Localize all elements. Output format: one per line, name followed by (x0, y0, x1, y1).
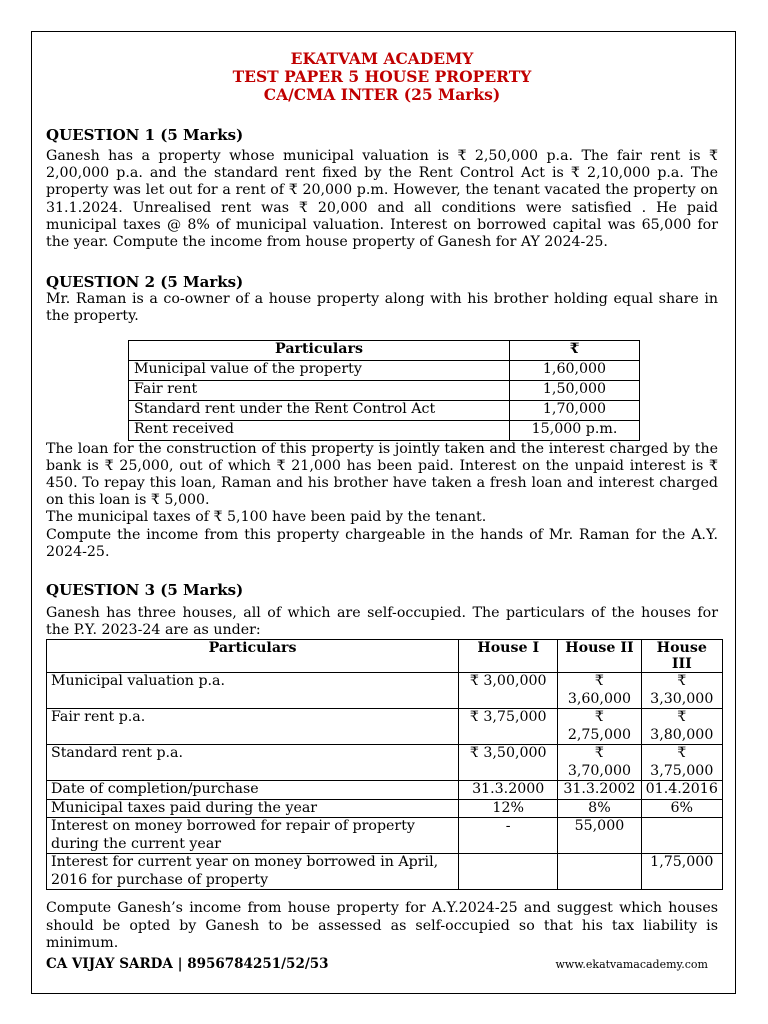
table-cell: 1,75,000 (641, 854, 722, 890)
table-cell: 15,000 p.m. (510, 420, 640, 440)
question-1-heading: QUESTION 1 (5 Marks) (46, 126, 244, 144)
table-cell: Fair rent p.a. (47, 709, 459, 745)
question-2-compute-text: Compute the income from this property chargeable in the hands of Mr. Raman for the A.Y. 2024-25. (46, 526, 718, 560)
table-cell: Standard rent under the Rent Control Act (129, 400, 510, 420)
table-header-row (47, 640, 723, 673)
table-row (47, 709, 723, 745)
question-2-table (128, 340, 640, 441)
table-cell: ₹ 3,70,000 (558, 745, 641, 781)
question-3-intro: Ganesh has three houses, all of which are self-occupied. The particulars of the houses for the P.Y. 2023-24 are as under: (46, 605, 718, 639)
table-cell: 31.3.2002 (558, 781, 641, 800)
table-row (47, 799, 723, 818)
table-cell: Municipal value of the property (129, 360, 510, 380)
table-cell: Municipal taxes paid during the year (47, 799, 459, 818)
author-name: CA VIJAY SARDA (46, 956, 173, 972)
table-cell: Fair rent (129, 380, 510, 400)
website-link[interactable]: www.ekatvamacademy.com (555, 958, 708, 971)
question-2-heading: QUESTION 2 (5 Marks) (46, 273, 244, 292)
table-row (47, 745, 723, 781)
question-2 (46, 273, 718, 561)
table-cell: ₹ 3,80,000 (641, 709, 722, 745)
table-cell: 1,60,000 (510, 360, 640, 380)
table-cell: ₹ 3,75,000 (459, 709, 558, 745)
table-row (129, 420, 640, 440)
table-row (47, 673, 723, 709)
column-header: House III (641, 640, 722, 673)
table-cell: Date of completion/purchase (47, 781, 459, 800)
paper-title: TEST PAPER 5 HOUSE PROPERTY (232, 67, 532, 86)
table-cell: Rent received (129, 420, 510, 440)
academy-name: EKATVAM ACADEMY (290, 49, 474, 68)
column-header: Particulars (47, 640, 459, 673)
table-row (47, 854, 723, 890)
table-row (47, 818, 723, 854)
phone-number: 8956784251/52/53 (187, 956, 329, 972)
table-header-row (129, 340, 640, 360)
table-cell: ₹ 3,00,000 (459, 673, 558, 709)
table-row (129, 380, 640, 400)
table-row (129, 360, 640, 380)
table-cell: ₹ 3,75,000 (641, 745, 722, 781)
table-cell: ₹ 3,50,000 (459, 745, 558, 781)
table-cell: 6% (641, 799, 722, 818)
question-1 (46, 126, 718, 251)
column-header: House I (459, 640, 558, 673)
table-cell: ₹ 3,30,000 (641, 673, 722, 709)
table-row (129, 400, 640, 420)
question-2-taxes-text: The municipal taxes of ₹ 5,100 have been paid by the tenant. (46, 509, 487, 526)
question-1-text: Ganesh has a property whose municipal valuation is ₹ 2,50,000 p.a. The fair rent is ₹ 2,00,000 p.a. and the standard rent fixed by the Rent Control Act is ₹ 2,10,000 p.a. The property was let out for a rent of ₹ 20,000 p.m. However, the tenant vacated the property on 31.1.2024. Unrealised rent was ₹ 20,000 and all conditions were satisfied . He paid municipal taxes @ 8% of municipal valuation. Interest on borrowed capital was 65,000 for the year. Compute the income from house property of Ganesh for AY 2024-25. (46, 148, 718, 251)
footer-separator: | (177, 956, 188, 972)
table-cell: 1,70,000 (510, 400, 640, 420)
table-cell: - (459, 818, 558, 854)
table-cell: Municipal valuation p.a. (47, 673, 459, 709)
table-cell: Interest for current year on money borrowed in April, 2016 for purchase of property (47, 854, 459, 890)
table-cell: Interest on money borrowed for repair of property during the current year (47, 818, 459, 854)
table-cell: ₹ 2,75,000 (558, 709, 641, 745)
column-header: House II (558, 640, 641, 673)
column-header: ₹ (510, 340, 640, 360)
footer-author-line (46, 956, 329, 972)
table-cell: ₹ 3,60,000 (558, 673, 641, 709)
table-cell: 1,50,000 (510, 380, 640, 400)
question-3-compute-text: Compute Ganesh’s income from house property for A.Y.2024-25 and suggest which houses should be opted by Ganesh to be assessed as self-occupied so that his tax liability is minimum. (46, 900, 718, 951)
question-3 (46, 581, 718, 952)
table-cell (558, 854, 641, 890)
table-row (47, 781, 723, 800)
table-cell: Standard rent p.a. (47, 745, 459, 781)
question-2-intro: Mr. Raman is a co-owner of a house property along with his brother holding equal share in the property. (46, 291, 718, 325)
course-title: CA/CMA INTER (25 Marks) (263, 85, 501, 104)
column-header: Particulars (129, 340, 510, 360)
table-cell: 01.4.2016 (641, 781, 722, 800)
question-2-loan-text: The loan for the construction of this property is jointly taken and the interest charged by the bank is ₹ 25,000, out of which ₹ 21,000 has been paid. Interest on the unpaid interest is ₹ 450. To repay this loan, Raman and his brother have taken a fresh loan and interest charged on this loan is ₹ 5,000. (46, 440, 718, 509)
table-cell: 55,000 (558, 818, 641, 854)
table-cell: 8% (558, 799, 641, 818)
question-3-table (46, 639, 723, 890)
table-cell: 12% (459, 799, 558, 818)
header (46, 50, 718, 104)
question-3-heading: QUESTION 3 (5 Marks) (46, 581, 244, 600)
table-cell: 31.3.2000 (459, 781, 558, 800)
table-cell (641, 818, 722, 854)
document-body (46, 50, 718, 952)
table-cell (459, 854, 558, 890)
